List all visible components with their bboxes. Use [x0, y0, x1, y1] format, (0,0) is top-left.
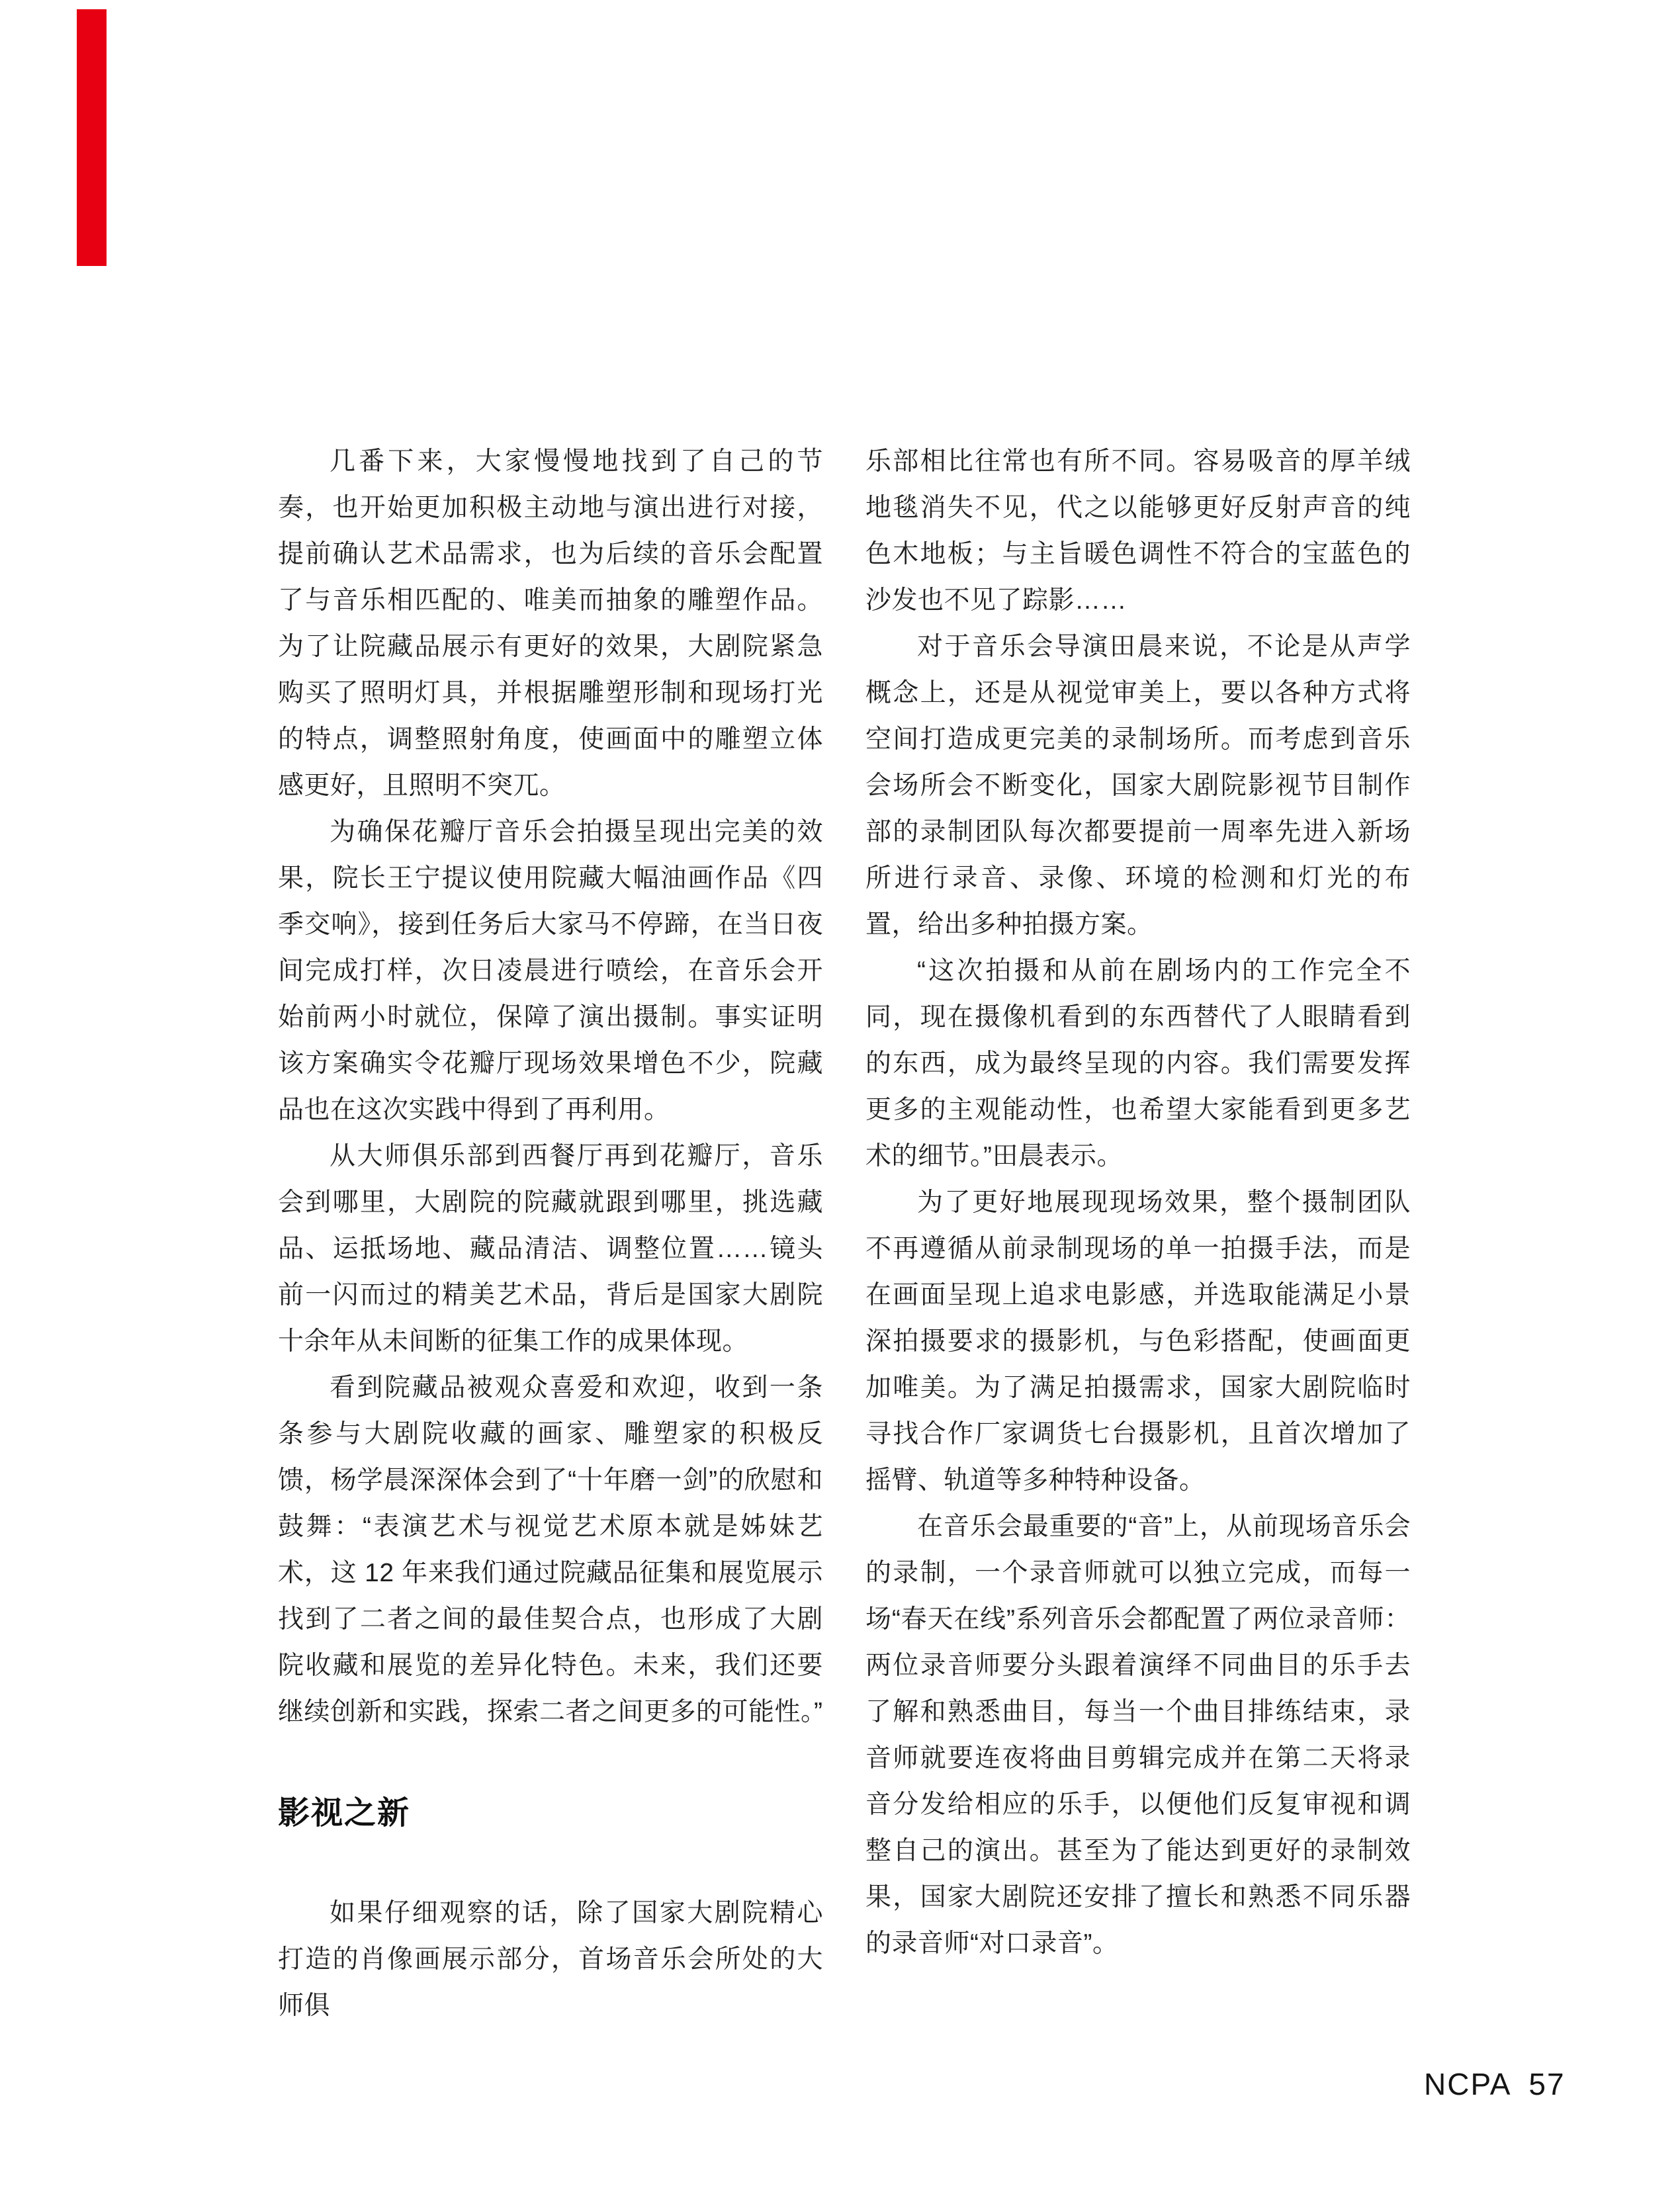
paragraph: 为确保花瓣厅音乐会拍摄呈现出完美的效果，院长王宁提议使用院藏大幅油画作品《四季交响》，接到任务后大家马不停蹄，在当日夜间完成打样，次日凌晨进行喷绘，在音乐会开始前两小时就位，保障了演出摄制。事实证明该方案确实令花瓣厅现场效果增色不少，院藏品也在这次实践中得到了再利用。 [278, 818, 823, 1124]
paragraph: 从大师俱乐部到西餐厅再到花瓣厅，音乐会到哪里，大剧院的院藏就跟到哪里，挑选藏品、运抵场地、藏品清洁、调整位置……镜头前一闪而过的精美艺术品，背后是国家大剧院十余年从未间断的征集工作的成果体现。 [278, 1142, 823, 1356]
paragraph-continuation: 乐部相比往常也有所不同。容易吸音的厚羊绒地毯消失不见，代之以能够更好反射声音的纯色木地板；与主旨暖色调性不符合的宝蓝色的沙发也不见了踪影…… [865, 447, 1411, 615]
article-column-right [865, 439, 1411, 1967]
paragraph: 为了更好地展现现场效果，整个摄制团队不再遵循从前录制现场的单一拍摄手法，而是在画面呈现上追求电影感，并选取能满足小景深拍摄要求的摄影机，与色彩搭配，使画面更加唯美。为了满足拍摄需求，国家大剧院临时寻找合作厂家调货七台摄影机，且首次增加了摇臂、轨道等多种特种设备。 [865, 1188, 1411, 1495]
footer-page-number: 57 [1528, 2067, 1566, 2101]
footer-journal-name: NCPA [1424, 2067, 1512, 2101]
paragraph: “这次拍摄和从前在剧场内的工作完全不同，现在摄像机看到的东西替代了人眼睛看到的东西，成为最终呈现的内容。我们需要发挥更多的主观能动性，也希望大家能看到更多艺术的细节。”田晨表示。 [865, 957, 1411, 1170]
section-tab-marker [77, 9, 107, 266]
paragraph: 几番下来，大家慢慢地找到了自己的节奏，也开始更加积极主动地与演出进行对接，提前确认艺术品需求，也为后续的音乐会配置了与音乐相匹配的、唯美而抽象的雕塑作品。为了让院藏品展示有更好的效果，大剧院紧急购买了照明灯具，并根据雕塑形制和现场打光的特点，调整照射角度，使画面中的雕塑立体感更好，且照明不突兀。 [278, 447, 823, 800]
page-footer [1424, 2067, 1566, 2101]
paragraph: 在音乐会最重要的“音”上，从前现场音乐会的录制，一个录音师就可以独立完成，而每一场“春天在线”系列音乐会都配置了两位录音师：两位录音师要分头跟着演绎不同曲目的乐手去了解和熟悉曲目，每当一个曲目排练结束，录音师就要连夜将曲目剪辑完成并在第二天将录音分发给相应的乐手，以便他们反复审视和调整自己的演出。甚至为了能达到更好的录制效果，国家大剧院还安排了擅长和熟悉不同乐器的录音师“对口录音”。 [865, 1512, 1411, 1958]
paragraph: 看到院藏品被观众喜爱和欢迎，收到一条条参与大剧院收藏的画家、雕塑家的积极反馈，杨学晨深深体会到了“十年磨一剑”的欣慰和鼓舞：“表演艺术与视觉艺术原本就是姊妹艺术，这 12 年来我们通过院藏品征集和展览展示找到了二者之间的最佳契合点，也形成了大剧院收藏和展览的差异化特色。未来，我们还要继续创新和实践，探索二者之间更多的可能性。” [278, 1374, 823, 1726]
paragraph: 如果仔细观察的话，除了国家大剧院精心打造的肖像画展示部分，首场音乐会所处的大师俱 [278, 1899, 823, 2020]
section-heading: 影视之新 [278, 1796, 411, 1831]
paragraph: 对于音乐会导演田晨来说，不论是从声学概念上，还是从视觉审美上，要以各种方式将空间打造成更完美的录制场所。而考虑到音乐会场所会不断变化，国家大剧院影视节目制作部的录制团队每次都要提前一周率先进入新场所进行录音、录像、环境的检测和灯光的布置，给出多种拍摄方案。 [865, 633, 1411, 939]
article-column-left [278, 439, 823, 2029]
